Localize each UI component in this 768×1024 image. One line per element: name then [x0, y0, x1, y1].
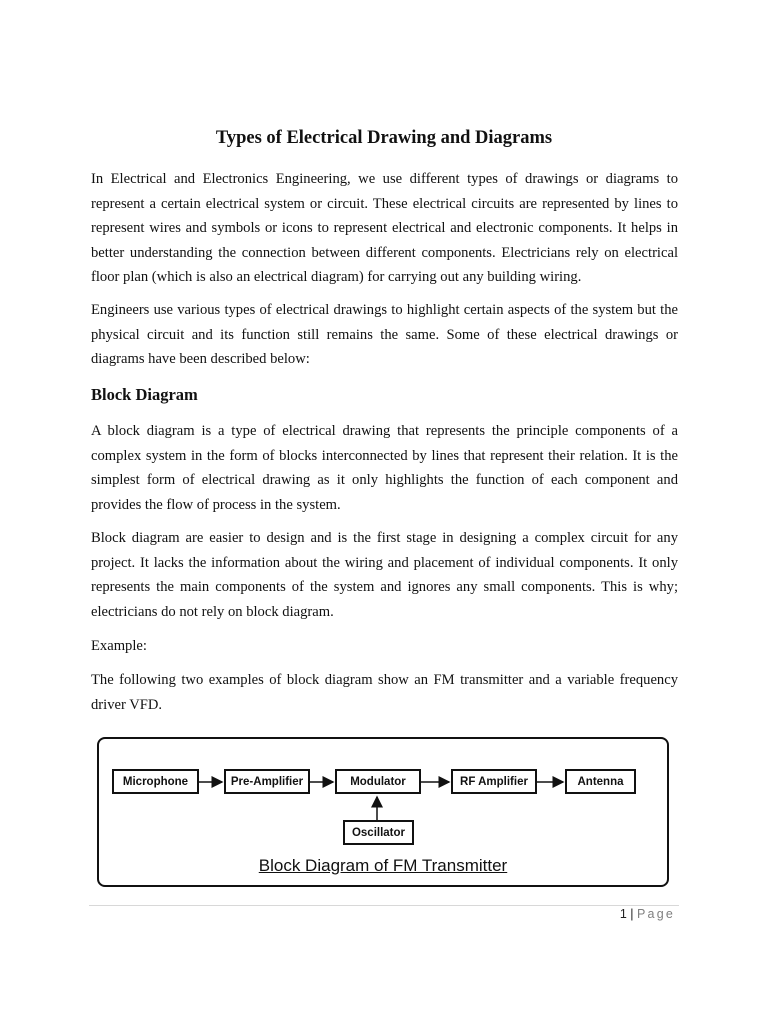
block-microphone: Microphone: [112, 769, 199, 794]
page-separator: |: [630, 907, 634, 921]
block-pre-amplifier: Pre-Amplifier: [224, 769, 310, 794]
block-antenna: Antenna: [565, 769, 636, 794]
page-number: 1: [619, 907, 627, 921]
fm-transmitter-diagram: [97, 737, 669, 887]
document-title: Types of Electrical Drawing and Diagrams: [215, 128, 553, 148]
examples-intro-paragraph: The following two examples of block diagram show an FM transmitter and a variable frequency driver VFD.: [91, 672, 678, 713]
block-oscillator: Oscillator: [343, 820, 414, 845]
intro-paragraph: In Electrical and Electronics Engineering, we use different types of drawings or diagrams to represent a certain electrical system or circuit. These electrical circuits are represented by lines to represent wires and symbols or icons to represent electrical and electronic components. It helps in better understanding the connection between different components. Electricians rely on electrical floor plan (which is also an electrical diagram) for carrying out any building wiring.: [91, 171, 678, 285]
block-modulator: Modulator: [335, 769, 421, 794]
block-definition-paragraph: A block diagram is a type of electrical drawing that represents the principle components of a complex system in the form of blocks interconnected by lines that represent their relation. It is the simplest form of electrical drawing as it only highlights the function of each component and provides the flow of process in the system.: [91, 423, 678, 513]
page-footer: [620, 907, 675, 921]
engineers-paragraph: Engineers use various types of electrical drawings to highlight certain aspects of the system but the physical circuit and its function still remains the same. Some of these electrical drawings or diagrams have been described below:: [91, 302, 678, 367]
block-design-paragraph: Block diagram are easier to design and is the first stage in designing a complex circuit for any project. It lacks the information about the wiring and placement of individual components. It only represents the main components of the system and ignores any small components. This is why; electricians do not rely on block diagram.: [91, 530, 678, 620]
block-rf-amplifier: RF Amplifier: [451, 769, 537, 794]
page-word: Page: [637, 907, 675, 921]
footer-divider: [89, 905, 679, 906]
section-heading-block-diagram: Block Diagram: [91, 385, 198, 404]
diagram-caption: Block Diagram of FM Transmitter: [258, 856, 508, 875]
example-label: Example:: [91, 638, 147, 654]
